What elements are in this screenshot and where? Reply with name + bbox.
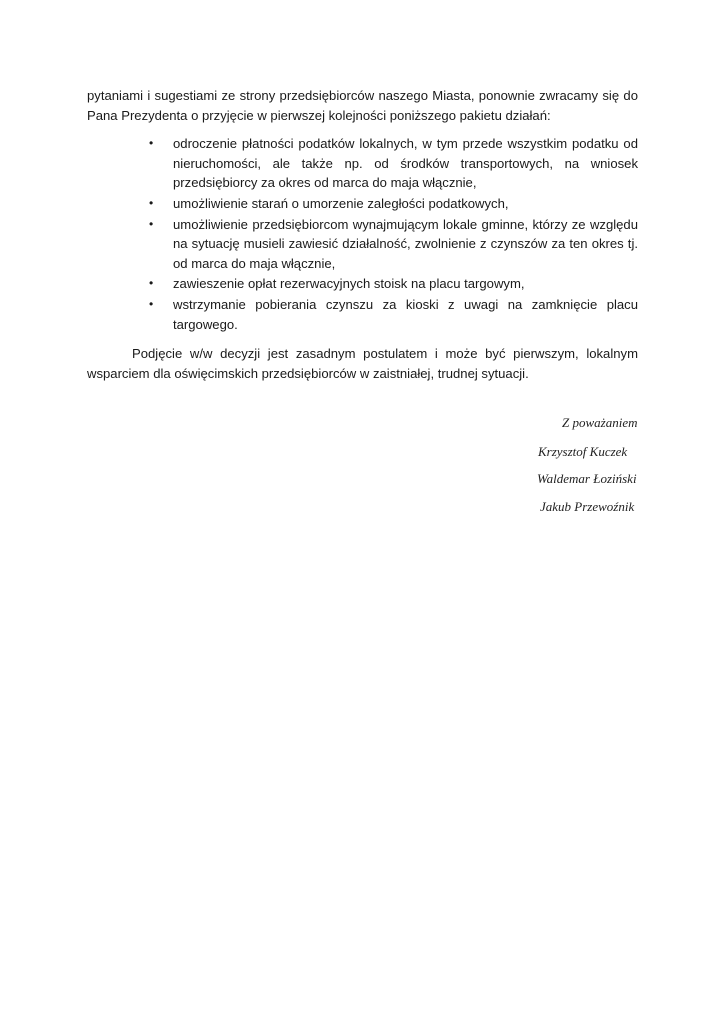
signatory-name: Krzysztof Kuczek (538, 444, 628, 459)
letter-body (87, 86, 638, 383)
signatory-name: Jakub Przewoźnik (540, 499, 635, 514)
request-text: umożliwienie starań o umorzenie zaległości podatkowych, (173, 195, 509, 211)
intro-paragraph: pytaniami i sugestiami ze strony przedsiębiorców naszego Miasta, ponownie zwracamy się do Pana Prezydenta o przyjęcie w pierwszej kolejności poniższego pakietu działań: (87, 88, 638, 123)
list-item (149, 274, 638, 294)
bullet-icon: • (149, 276, 154, 291)
bullet-icon: • (149, 136, 154, 151)
closing-paragraph: Podjęcie w/w decyzji jest zasadnym postulatem i może być pierwszym, lokalnym wsparciem dla oświęcimskich przedsiębiorców w zaistniałej, trudnej sytuacji. (87, 346, 638, 381)
request-text: umożliwienie przedsiębiorcom wynajmującym lokale gminne, którzy ze względu na sytuację musieli zawiesić działalność, zwolnienie z czynszów za ten okres tj. od marca do maja włącznie, (173, 216, 638, 271)
bullet-icon: • (149, 296, 154, 311)
list-item (149, 134, 638, 193)
request-text: odroczenie płatności podatków lokalnych, w tym przede wszystkim podatku od nieruchomości, ale także np. od środków transportowych, na wniosek przedsiębiorcy za okres od marca do maja włącznie, (173, 136, 638, 191)
request-text: zawieszenie opłat rezerwacyjnych stoisk na placu targowym, (173, 276, 525, 292)
signatory-name: Waldemar Łoziński (537, 471, 637, 486)
bullet-icon: • (149, 195, 154, 210)
bullet-icon: • (149, 216, 154, 231)
requests-list (87, 134, 638, 334)
signature-closing: Z poważaniem (562, 415, 638, 430)
request-text: wstrzymanie pobierania czynszu za kioski z uwagi na zamknięcie placu targowego. (173, 296, 638, 332)
list-item (149, 215, 638, 274)
list-item (149, 295, 638, 334)
list-item (149, 194, 638, 214)
